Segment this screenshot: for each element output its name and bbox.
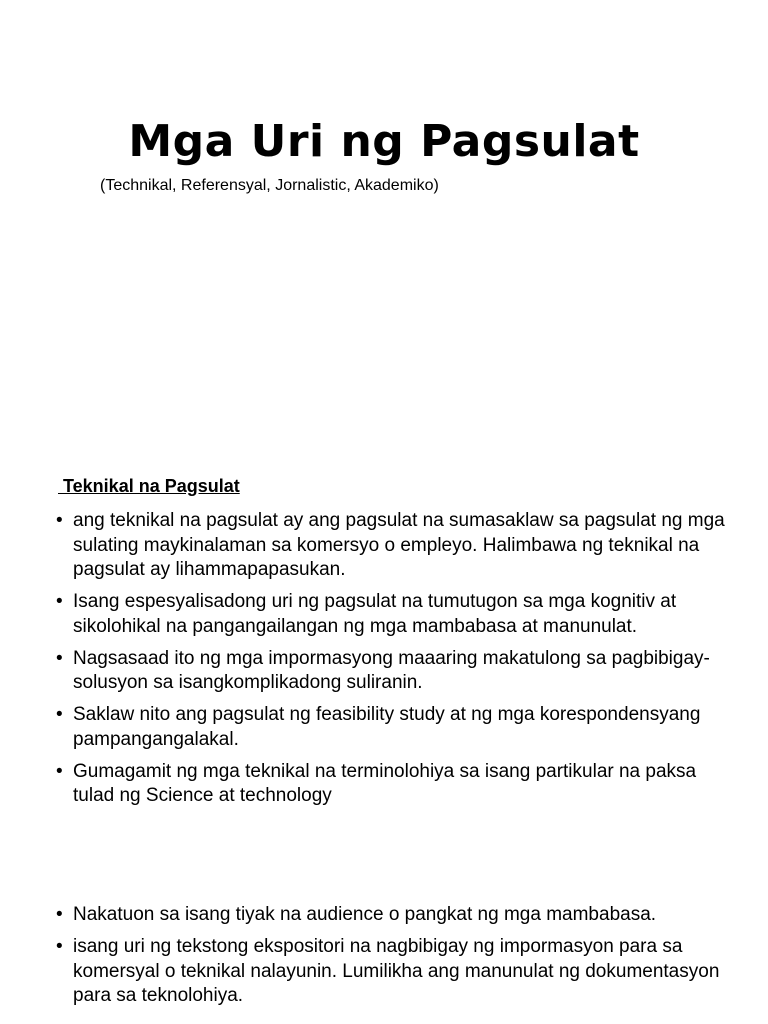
bullet-mark: • <box>56 936 63 957</box>
list-item <box>56 935 736 1009</box>
list-item <box>56 509 736 583</box>
list-item-text: Gumagamit ng mga teknikal na terminolohiya sa isang partikular na paksa tulad ng Science at technology <box>73 760 697 806</box>
bullet-list <box>56 509 736 816</box>
list-item <box>56 903 736 928</box>
list-item <box>56 647 736 696</box>
list-item-text: Isang espesyalisadong uri ng pagsulat na tumutugon sa mga kognitiv at sikolohikal na pangangailangan ng mga mambabasa at manunulat. <box>73 591 677 637</box>
list-item-text: Nakatuon sa isang tiyak na audience o pangkat ng mga mambabasa. <box>73 904 657 925</box>
list-item <box>56 590 736 639</box>
bullet-list-continued <box>56 903 736 1016</box>
bullet-mark: • <box>56 510 63 531</box>
list-item-text: Nagsasaad ito ng mga impormasyong maaaring makatulong sa pagbibigay-solusyon sa isangkomplikadong suliranin. <box>73 647 710 693</box>
list-item <box>56 760 736 809</box>
bullet-mark: • <box>56 704 63 725</box>
bullet-mark: • <box>56 647 63 669</box>
list-item-text: Saklaw nito ang pagsulat ng feasibility study at ng mga korespondensyang pampangangalakal. <box>73 704 701 750</box>
bullet-mark: • <box>56 760 63 782</box>
page-title: Mga Uri ng Pagsulat <box>128 116 640 167</box>
list-item-text: ang teknikal na pagsulat ay ang pagsulat na sumasaklaw sa pagsulat ng mga sulating maykinalaman sa komersyo o empleyo. Halimbawa ng teknikal na pagsulat ay lihammapapasukan. <box>73 510 725 580</box>
page-subtitle: (Technikal, Referensyal, Jornalistic, Akademiko) <box>100 177 439 194</box>
list-item-text: isang uri ng tekstong ekspositori na nagbibigay ng impormasyon para sa komersyal o teknikal nalayunin. Lumilikha ang manunulat ng dokumentasyon para sa teknolohiya. <box>73 936 720 1006</box>
bullet-mark: • <box>56 591 63 612</box>
section-heading: Teknikal na Pagsulat <box>58 476 240 496</box>
list-item <box>56 703 736 752</box>
bullet-mark: • <box>56 904 63 925</box>
